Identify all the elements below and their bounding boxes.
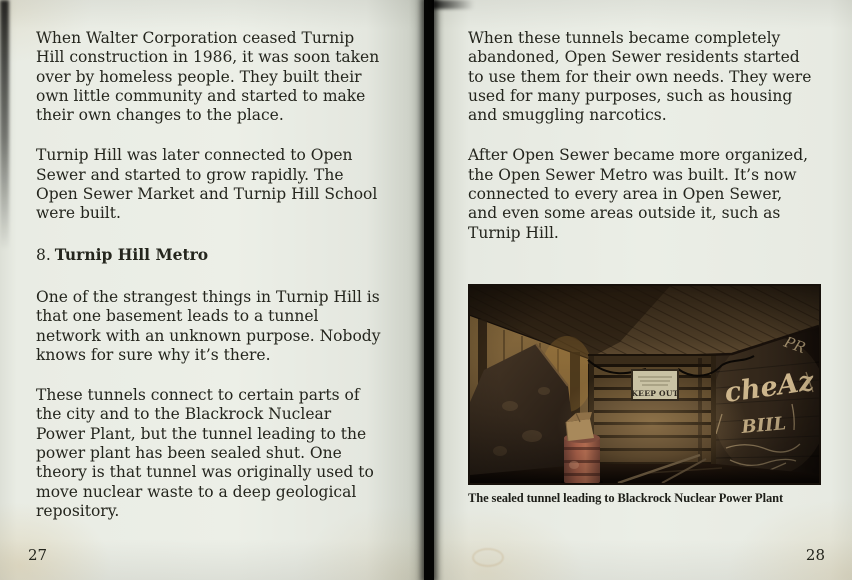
section-heading-title: Turnip Hill Metro bbox=[54, 244, 209, 264]
page-right bbox=[426, 0, 852, 580]
paragraph: One of the strangest things in Turnip Hill is that one basement leads to a tunnel network with an unknown purpose. Nobody knows for sure why it’s there. bbox=[36, 287, 381, 364]
photo-caption: The sealed tunnel leading to Blackrock Nuclear Power Plant bbox=[468, 491, 784, 505]
right-page-text bbox=[468, 29, 816, 264]
spine-top-shadow bbox=[432, 0, 474, 9]
section-heading-number: 8. bbox=[36, 245, 51, 264]
page-number-right: 28 bbox=[805, 546, 825, 564]
paragraph: When these tunnels became completely abandoned, Open Sewer residents started to use them for their own needs. They were used for many purposes, such as housing and smuggling narcotics. bbox=[468, 29, 812, 125]
tunnel-photo-art bbox=[470, 286, 819, 483]
paragraph: After Open Sewer became more organized, the Open Sewer Metro was built. It’s now connected to every area in Open Sewer, and even some areas outside it, such as Turnip Hill. bbox=[468, 146, 809, 242]
page-edge-shadow bbox=[0, 0, 9, 250]
paper-stain bbox=[472, 548, 504, 567]
paragraph: When Walter Corporation ceased Turnip Hill construction in 1986, it was soon taken over by homeless people. They built their own little community and started to make their own changes to the place. bbox=[36, 29, 380, 125]
tunnel-photo bbox=[468, 284, 821, 505]
left-page-text bbox=[36, 29, 384, 542]
section-heading bbox=[36, 245, 384, 265]
paragraph: Turnip Hill was later connected to Open Sewer and started to grow rapidly. The Open Sewer Market and Turnip Hill School were built. bbox=[36, 146, 378, 223]
book-spine bbox=[424, 0, 434, 580]
photo-vignette bbox=[470, 286, 819, 483]
paragraph: These tunnels connect to certain parts of the city and to the Blackrock Nuclear Power Plant, but the tunnel leading to the power plant has been sealed shut. One theory is that tunnel was originally used to move nuclear waste to a deep geological repository. bbox=[36, 386, 374, 520]
page-number-left: 27 bbox=[28, 546, 48, 564]
